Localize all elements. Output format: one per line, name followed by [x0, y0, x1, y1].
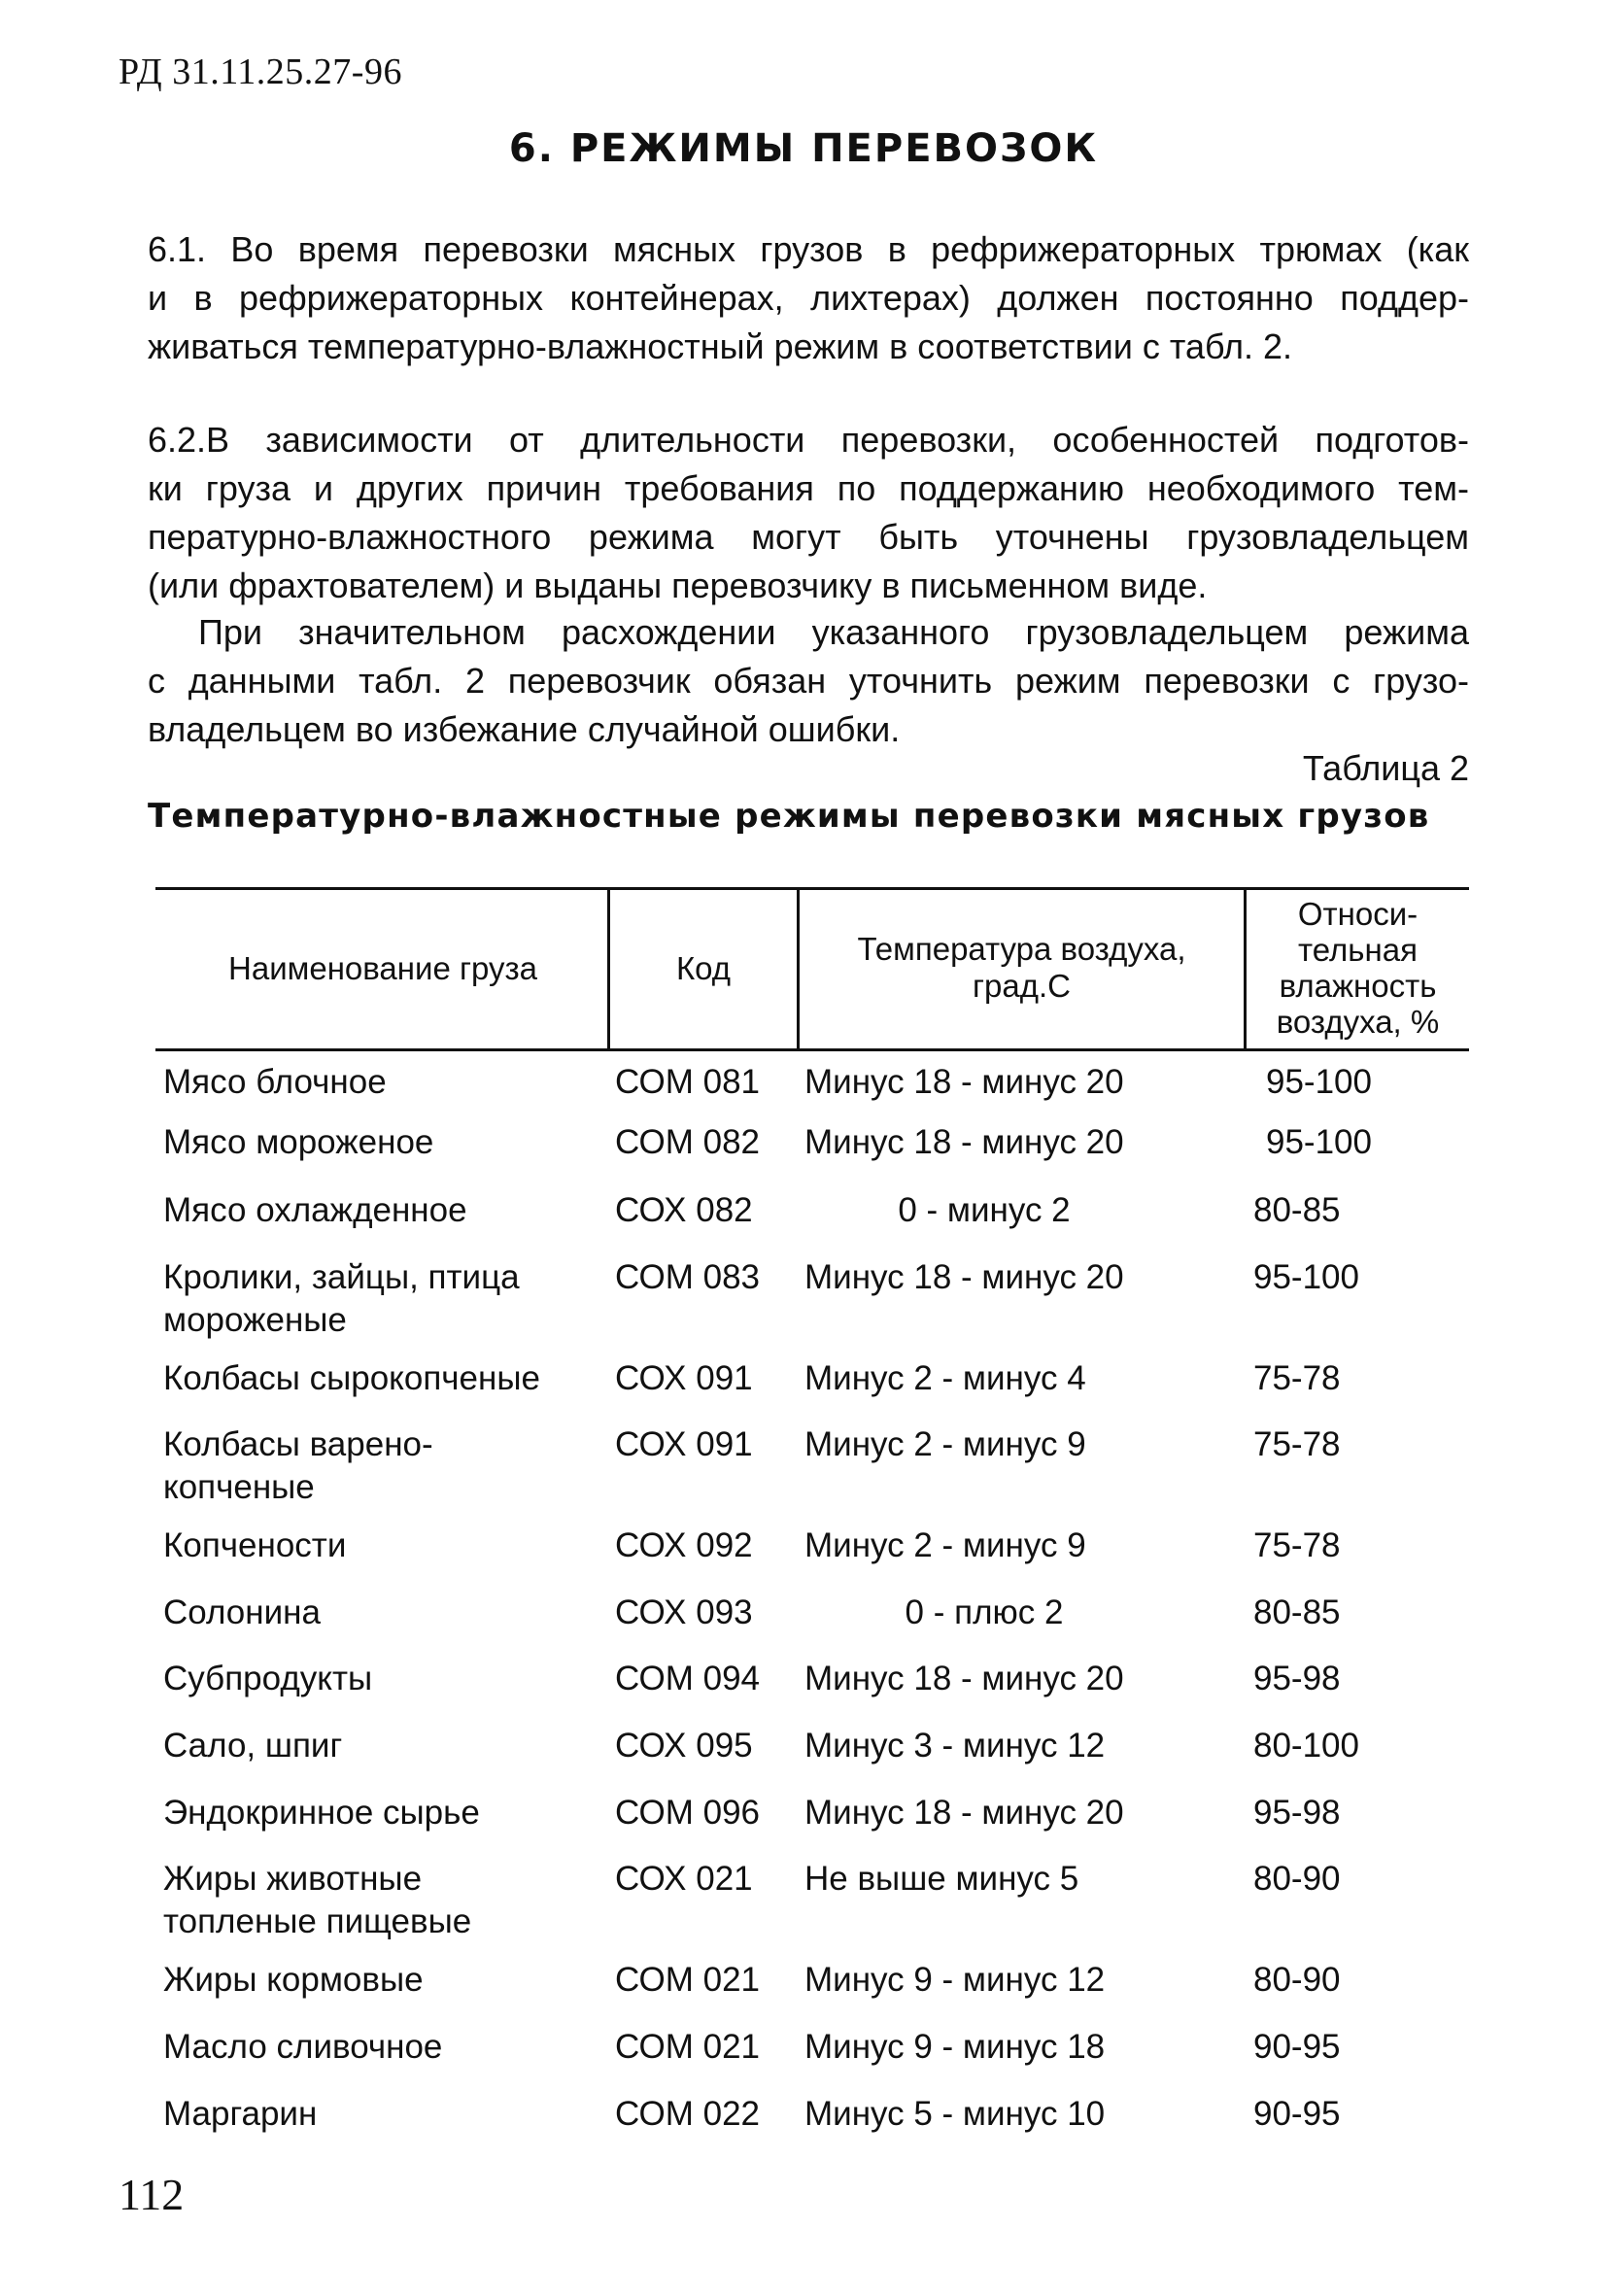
cell-humidity: 80-85: [1253, 1593, 1341, 1631]
table-top-rule: [155, 887, 1469, 890]
cell-code: СОХ 091: [615, 1425, 753, 1463]
cell-humidity: 80-100: [1253, 1727, 1359, 1765]
cell-code: СОХ 021: [615, 1860, 753, 1898]
paragraph-line: пературно-влажностного режима могут быть уточнены грузовладельцем: [148, 517, 1469, 557]
table-title: Температурно-влажностные режимы перевозки мясных грузов: [148, 797, 1430, 836]
header-cargo-name: Наименование груза: [228, 950, 537, 986]
cell-code: СОХ 095: [615, 1727, 753, 1765]
paragraph-line: владельцем во избежание случайной ошибки.: [148, 709, 901, 749]
cell-cargo-name: Масло сливочное: [163, 2028, 443, 2066]
cell-cargo-name: мороженые: [163, 1301, 347, 1339]
cell-humidity: 80-90: [1253, 1961, 1341, 1999]
cell-cargo-name: Маргарин: [163, 2095, 318, 2133]
cell-code: СОМ 081: [615, 1063, 761, 1101]
cell-humidity: 95-100: [1253, 1258, 1359, 1296]
cell-humidity: 75-78: [1253, 1359, 1341, 1397]
cell-temperature: 0 - минус 2: [898, 1191, 1071, 1229]
paragraph-line: ки груза и других причин требования по поддержанию необходимого тем-: [148, 468, 1469, 508]
cell-temperature: Минус 2 - минус 4: [804, 1359, 1086, 1397]
cell-cargo-name: Солонина: [163, 1593, 321, 1631]
cell-cargo-name: Копчености: [163, 1526, 347, 1564]
header-humidity: [1247, 896, 1469, 1040]
cell-cargo-name: Мясо мороженое: [163, 1123, 434, 1161]
cell-code: СОХ 092: [615, 1526, 753, 1564]
header-code: Код: [675, 950, 732, 986]
cell-humidity: 95-98: [1253, 1794, 1341, 1832]
cell-code: СОХ 082: [615, 1191, 753, 1229]
cell-code: СОМ 083: [615, 1258, 761, 1296]
document-code: РД 31.11.25.27-96: [119, 51, 402, 92]
cell-code: СОМ 022: [615, 2095, 761, 2133]
cell-code: СОМ 021: [615, 2028, 761, 2066]
header-line: тельная: [1298, 932, 1418, 968]
cell-cargo-name: Сало, шпиг: [163, 1727, 343, 1765]
header-line: град.С: [973, 968, 1071, 1004]
cell-cargo-name: Субпродукты: [163, 1660, 373, 1697]
cell-cargo-name: топленые пищевые: [163, 1902, 472, 1940]
cell-temperature: Минус 3 - минус 12: [804, 1727, 1106, 1765]
paragraph-line: с данными табл. 2 перевозчик обязан уточнить режим перевозки с грузо-: [148, 661, 1469, 701]
cell-temperature: Минус 18 - минус 20: [804, 1660, 1124, 1697]
cell-cargo-name: Эндокринное сырье: [163, 1794, 480, 1832]
cell-cargo-name: Кролики, зайцы, птица: [163, 1258, 520, 1296]
cell-temperature: Минус 9 - минус 12: [804, 1961, 1106, 1999]
cell-code: СОМ 082: [615, 1123, 761, 1161]
paragraph-line: 6.1. Во время перевозки мясных грузов в рефрижераторных трюмах (как: [148, 229, 1469, 269]
header-line: Относи-: [1297, 896, 1419, 932]
cell-cargo-name: Мясо охлажденное: [163, 1191, 467, 1229]
paragraph-line: 6.2.В зависимости от длительности перевозки, особенностей подготов-: [148, 420, 1469, 460]
header-line: влажность: [1279, 968, 1437, 1004]
paragraph-continuation: [148, 608, 1469, 754]
header-temperature: [800, 931, 1244, 1005]
cell-humidity: 95-98: [1253, 1660, 1341, 1697]
page-number: 112: [119, 2170, 185, 2219]
table-label: Таблица 2: [1302, 748, 1469, 788]
cell-temperature: Минус 2 - минус 9: [804, 1526, 1086, 1564]
paragraph-6-1: [148, 225, 1469, 371]
cell-code: СОМ 096: [615, 1794, 761, 1832]
cell-humidity: 90-95: [1253, 2028, 1341, 2066]
cell-temperature: Минус 2 - минус 9: [804, 1425, 1086, 1463]
cell-humidity: 90-95: [1253, 2095, 1341, 2133]
cell-cargo-name: Жиры животные: [163, 1860, 423, 1898]
paragraph-line: живаться температурно-влажностный режим в соответствии с табл. 2.: [148, 326, 1293, 366]
cell-humidity: 80-90: [1253, 1860, 1341, 1898]
paragraph-line: При значительном расхождении указанного грузовладельцем режима: [198, 612, 1469, 652]
cell-cargo-name: Мясо блочное: [163, 1063, 387, 1101]
cell-humidity: 95-100: [1266, 1123, 1372, 1161]
cell-temperature: Минус 18 - минус 20: [804, 1063, 1124, 1101]
cell-code: СОХ 091: [615, 1359, 753, 1397]
cell-humidity: 75-78: [1253, 1526, 1341, 1564]
table-header-rule: [155, 1048, 1469, 1051]
cell-cargo-name: Колбасы сырокопченые: [163, 1359, 540, 1397]
section-title: 6. РЕЖИМЫ ПЕРЕВОЗОК: [508, 126, 1099, 171]
header-line: Температура воздуха,: [857, 931, 1186, 967]
cell-temperature: 0 - плюс 2: [905, 1593, 1064, 1631]
cell-temperature: Минус 9 - минус 18: [804, 2028, 1106, 2066]
cell-humidity: 95-100: [1266, 1063, 1372, 1101]
cell-cargo-name: Колбасы варено-: [163, 1425, 433, 1463]
cell-code: СОМ 094: [615, 1660, 761, 1697]
header-line: воздуха, %: [1276, 1004, 1440, 1040]
paragraph-line: и в рефрижераторных контейнерах, лихтерах) должен постоянно поддер-: [148, 278, 1469, 318]
cell-temperature: Минус 18 - минус 20: [804, 1123, 1124, 1161]
paragraph-6-2: [148, 416, 1469, 610]
paragraph-line: (или фрахтователем) и выданы перевозчику в письменном виде.: [148, 565, 1208, 605]
cell-cargo-name: Жиры кормовые: [163, 1961, 424, 1999]
cell-code: СОХ 093: [615, 1593, 753, 1631]
cell-humidity: 75-78: [1253, 1425, 1341, 1463]
cell-humidity: 80-85: [1253, 1191, 1341, 1229]
cell-code: СОМ 021: [615, 1961, 761, 1999]
cell-temperature: Минус 5 - минус 10: [804, 2095, 1106, 2133]
cell-cargo-name: копченые: [163, 1468, 315, 1506]
cell-temperature: Минус 18 - минус 20: [804, 1258, 1124, 1296]
cell-temperature: Минус 18 - минус 20: [804, 1794, 1124, 1832]
cell-temperature: Не выше минус 5: [804, 1860, 1079, 1898]
